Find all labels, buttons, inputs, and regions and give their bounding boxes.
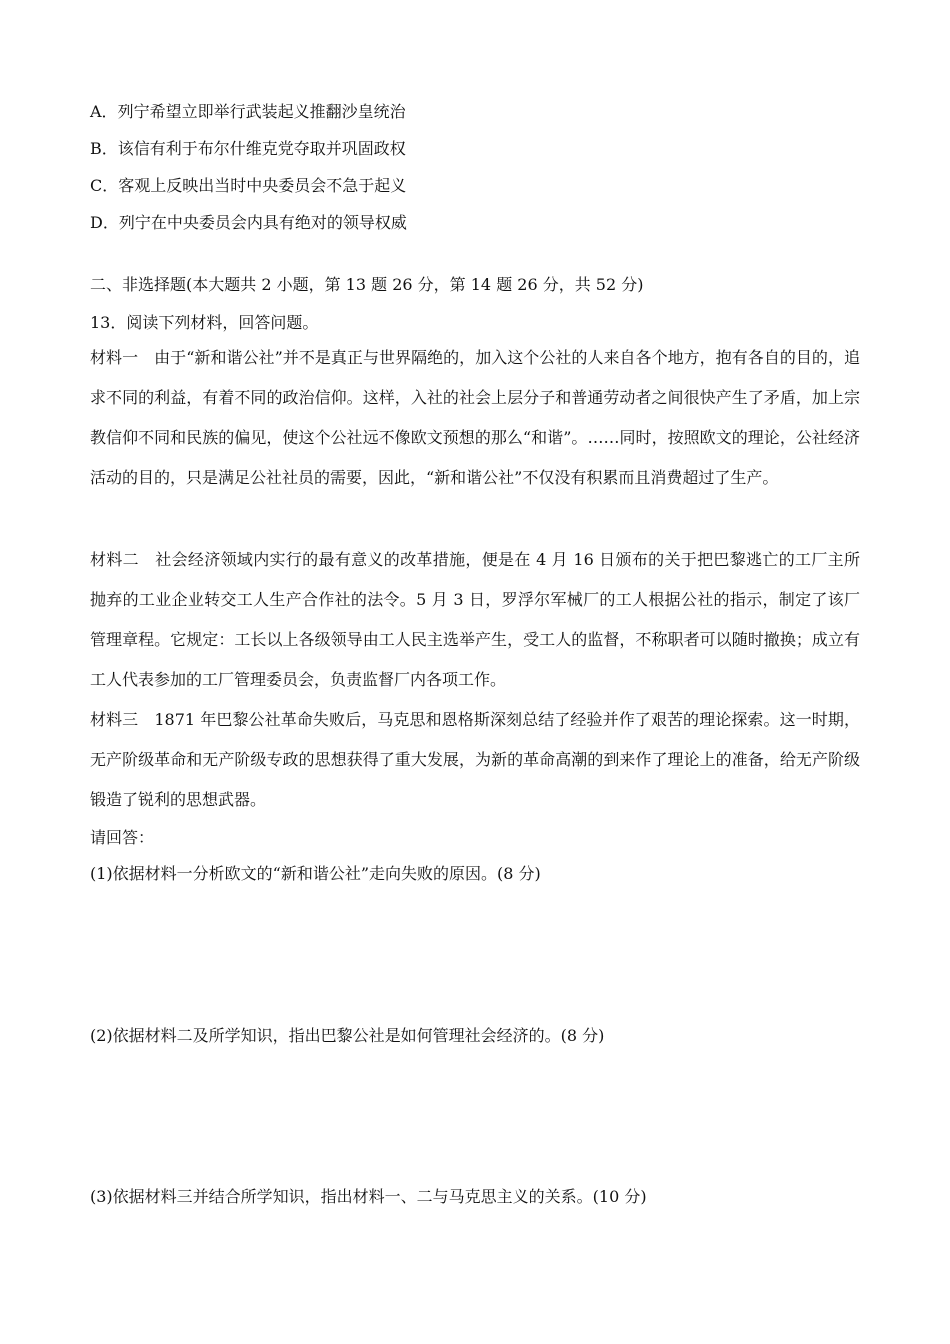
option-letter: C． xyxy=(90,176,119,195)
please-answer: 请回答： xyxy=(90,828,155,847)
material-two: 材料二 社会经济领域内实行的最有意义的改革措施，便是在 4 月 16 日颁布的关于把巴黎逃亡的工厂主所抛弃的工业企业转交工人生产合作社的法令。5 月 3 日，罗浮尔军械厂的工人根据公社的指示，制定了该厂管理章程。它规定：工长以上各级领导由工人民主选举产生，受工人的监督，不称职者可以随时撤换；成立有工人代表参加的工厂管理委员会，负责监督厂内各项工作。 xyxy=(90,550,860,689)
option-letter: B． xyxy=(90,139,118,158)
section-heading: 二、非选择题(本大题共 2 小题，第 13 题 26 分，第 14 题 26 分，共 52 分) xyxy=(90,275,644,294)
option-b xyxy=(90,139,406,159)
sub-question-1: (1)依据材料一分析欧文的“新和谐公社”走向失败的原因。(8 分) xyxy=(90,864,541,883)
question-intro: 13．阅读下列材料，回答问题。 xyxy=(90,313,319,332)
option-text: 列宁希望立即举行武装起义推翻沙皇统治 xyxy=(117,102,406,121)
option-a xyxy=(90,102,406,122)
option-text: 该信有利于布尔什维克党夺取并巩固政权 xyxy=(117,139,406,158)
option-letter: A． xyxy=(90,102,118,121)
material-three: 材料三 1871 年巴黎公社革命失败后，马克思和恩格斯深刻总结了经验并作了艰苦的理论探索。这一时期，无产阶级革命和无产阶级专政的思想获得了重大发展，为新的革命高潮的到来作了理论上的准备，给无产阶级锻造了锐利的思想武器。 xyxy=(90,710,860,809)
option-c xyxy=(90,176,406,196)
sub-question-2: (2)依据材料二及所学知识，指出巴黎公社是如何管理社会经济的。(8 分) xyxy=(90,1026,605,1045)
material-one: 材料一 由于“新和谐公社”并不是真正与世界隔绝的，加入这个公社的人来自各个地方，抱有各自的目的，追求不同的利益，有着不同的政治信仰。这样，入社的社会上层分子和普通劳动者之间很快产生了矛盾，加上宗教信仰不同和民族的偏见，使这个公社远不像欧文预想的那么“和谐”。……同时，按照欧文的理论，公社经济活动的目的，只是满足公社社员的需要，因此，“新和谐公社”不仅没有积累而且消费超过了生产。 xyxy=(90,348,860,487)
option-d xyxy=(90,213,407,233)
option-text: 列宁在中央委员会内具有绝对的领导权威 xyxy=(118,213,407,232)
option-text: 客观上反映出当时中央委员会不急于起义 xyxy=(118,176,407,195)
sub-question-3: (3)依据材料三并结合所学知识，指出材料一、二与马克思主义的关系。(10 分) xyxy=(90,1187,647,1206)
option-letter: D． xyxy=(90,213,119,232)
